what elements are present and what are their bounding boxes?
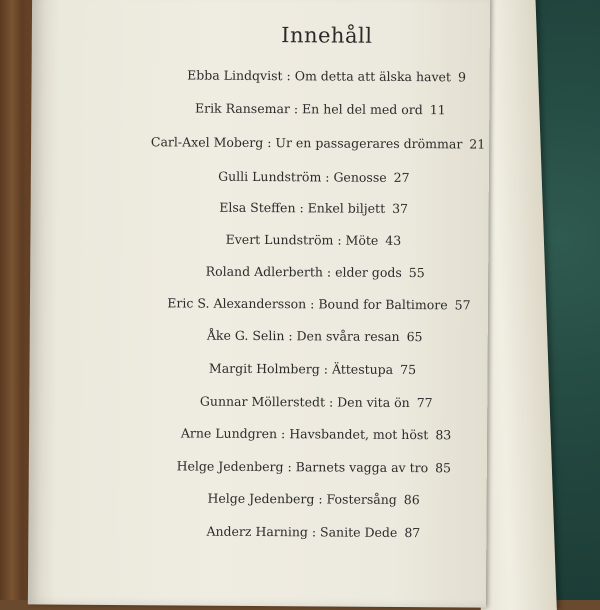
toc-entry-text: Erik Ransemar : En hel del med ord (194, 100, 423, 118)
toc-entry-page: 9 (457, 69, 467, 85)
toc-entry-page: 83 (435, 427, 452, 443)
toc-entry-page: 87 (404, 525, 421, 541)
toc-entry (19, 198, 600, 217)
toc-entry-page: 75 (400, 361, 417, 378)
toc-entry-text: Arne Lundgren : Havsbandet, mot höst (180, 425, 429, 443)
toc-entry-text: Helge Jedenberg : Barnets vagga av tro (176, 458, 429, 476)
toc-entry (20, 262, 600, 281)
toc-entry-page: 85 (435, 460, 452, 476)
toc-entry (17, 359, 600, 378)
toc-entry (19, 489, 600, 508)
toc-entry (23, 133, 600, 152)
toc-entry-page: 43 (385, 232, 402, 248)
toc-entry (19, 167, 600, 186)
toc-entry-text: Carl-Axel Moberg : Ur en passagerares drömmar (150, 134, 463, 152)
toc-entry-text: Eric S. Alexandersson : Bound for Baltimore (167, 295, 448, 313)
toc-entry (25, 99, 600, 118)
toc-entry (32, 66, 600, 85)
toc-entry-page: 55 (408, 265, 425, 281)
toc-entry-text: Elsa Steffen : Enkel biljett (219, 199, 386, 216)
toc-entry-text: Margit Holmberg : Ättestupa (208, 360, 394, 377)
toc-entry (18, 522, 600, 541)
page-title: Innehåll (281, 23, 373, 48)
toc-entry (18, 230, 600, 249)
toc-entry-page: 86 (403, 492, 420, 508)
toc-entry-text: Ebba Lindqvist : Om detta att älska havet (187, 67, 452, 85)
toc-entry-page: 77 (416, 395, 433, 411)
toc-entry (19, 457, 600, 476)
toc-entry (21, 424, 600, 443)
toc-entry-page: 57 (454, 297, 471, 313)
toc-entry-text: Anderz Harning : Sanite Dede (206, 523, 398, 540)
toc-entry-text: Evert Lundström : Möte (225, 231, 379, 248)
toc-entry-text: Roland Adlerberth : elder gods (205, 263, 402, 280)
toc-entry (21, 392, 600, 411)
toc-entry-page: 65 (406, 329, 423, 345)
toc-entry (24, 294, 600, 313)
book-page (28, 0, 490, 608)
toc-entry (20, 326, 600, 345)
toc-entry-page: 27 (393, 169, 410, 186)
toc-entry-text: Gunnar Möllerstedt : Den vita ön (199, 393, 410, 411)
toc-entry-page: 21 (469, 136, 486, 152)
toc-entry-text: Gulli Lundström : Genosse (218, 168, 387, 185)
toc-entry-text: Helge Jedenberg : Fostersång (207, 490, 397, 507)
toc-entry-page: 37 (392, 200, 409, 217)
toc-entry-text: Åke G. Selin : Den svåra resan (206, 327, 400, 344)
toc-entry-page: 11 (429, 102, 446, 118)
